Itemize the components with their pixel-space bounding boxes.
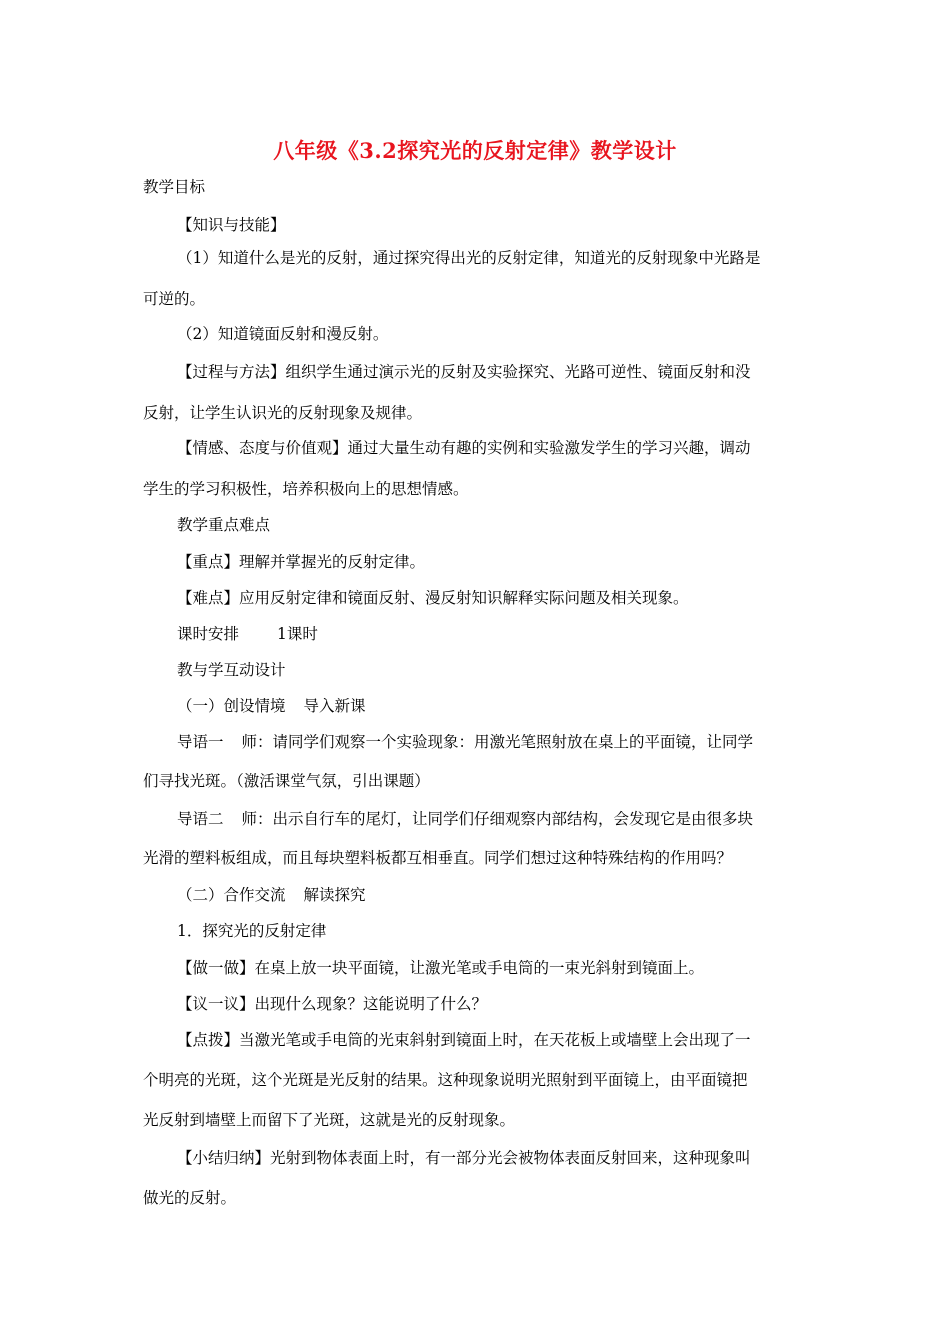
objective-1-line-2: 可逆的。	[143, 290, 206, 308]
summary-line-2: 做光的反射。	[143, 1189, 237, 1207]
discuss-paragraph: 【议一议】出现什么现象？这能说明了什么？	[177, 995, 488, 1013]
intro-1-text: 师：请同学们观察一个实验现象：用激光笔照射放在桌上的平面镜，让同学	[241, 733, 754, 751]
process-method-line-1: 【过程与方法】组织学生通过演示光的反射及实验探究、光路可逆性、镜面反射和没	[177, 363, 751, 381]
section-1-heading	[177, 695, 366, 717]
heading-key-difficult-points: 教学重点难点	[177, 516, 271, 534]
intro-1-label: 导语一	[177, 733, 224, 751]
item-1-heading: 1．探究光的反射定律	[177, 922, 327, 940]
intro-1-line-2: 们寻找光斑。（激活课堂气氛，引出课题）	[143, 772, 430, 790]
document-title: 八年级《3.2探究光的反射定律》教学设计	[273, 138, 677, 163]
summary-line-1: 【小结归纳】光射到物体表面上时，有一部分光会被物体表面反射回来，这种现象叫	[177, 1149, 751, 1167]
section-1-value: 导入新课	[303, 697, 366, 715]
hint-line-2: 个明亮的光斑，这个光斑是光反射的结果。这种现象说明光照射到平面镜上，由平面镜把	[143, 1071, 748, 1089]
section-2-value: 解读探究	[303, 886, 366, 904]
intro-2-line-1	[177, 808, 753, 830]
section-1-label: （一）创设情境	[177, 697, 286, 715]
process-method-line-2: 反射，让学生认识光的反射现象及规律。	[143, 404, 423, 422]
objective-2: （2）知道镜面反射和漫反射。	[177, 325, 389, 343]
key-point: 【重点】理解并掌握光的反射定律。	[177, 553, 426, 571]
intro-2-label: 导语二	[177, 810, 224, 828]
class-schedule	[177, 623, 318, 645]
class-schedule-value: 1课时	[277, 625, 318, 643]
emotion-values-line-2: 学生的学习积极性，培养积极向上的思想情感。	[143, 480, 469, 498]
intro-1-line-1	[177, 731, 753, 753]
hint-line-3: 光反射到墙壁上而留下了光斑，这就是光的反射现象。	[143, 1111, 516, 1129]
class-schedule-label: 课时安排	[177, 625, 240, 643]
section-2-heading	[177, 884, 366, 906]
do-it-paragraph: 【做一做】在桌上放一块平面镜，让激光笔或手电筒的一束光斜射到镜面上。	[177, 959, 705, 977]
heading-interaction-design: 教与学互动设计	[177, 661, 286, 679]
difficult-point: 【难点】应用反射定律和镜面反射、漫反射知识解释实际问题及相关现象。	[177, 589, 689, 607]
hint-line-1: 【点拨】当激光笔或手电筒的光束斜射到镜面上时，在天花板上或墙壁上会出现了一	[177, 1031, 751, 1049]
objective-1-line-1: （1）知道什么是光的反射，通过探究得出光的反射定律，知道光的反射现象中光路是	[177, 249, 761, 267]
heading-teaching-objectives: 教学目标	[143, 178, 206, 196]
section-2-label: （二）合作交流	[177, 886, 286, 904]
intro-2-text: 师：出示自行车的尾灯，让同学们仔细观察内部结构，会发现它是由很多块	[241, 810, 754, 828]
emotion-values-line-1: 【情感、态度与价值观】通过大量生动有趣的实例和实验激发学生的学习兴趣，调动	[177, 439, 751, 457]
subheading-knowledge-skills: 【知识与技能】	[177, 216, 286, 234]
intro-2-line-2: 光滑的塑料板组成，而且每块塑料板都互相垂直。同学们想过这种特殊结构的作用吗？	[143, 849, 733, 867]
